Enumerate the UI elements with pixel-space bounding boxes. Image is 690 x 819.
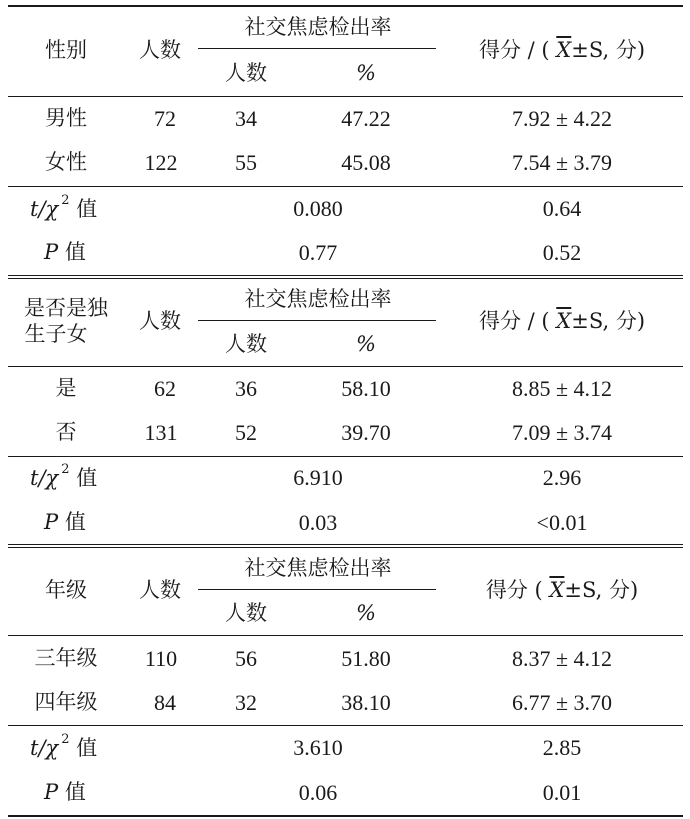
group-label-line2: 生子女 bbox=[24, 322, 88, 346]
score-header bbox=[479, 40, 645, 61]
t-stat-suffix: 值 bbox=[76, 197, 98, 221]
t-stat-symbol: t/χ bbox=[30, 197, 59, 221]
mean-symbol: $\overline{X}$ bbox=[556, 309, 572, 333]
score-header-right: ±S, 分) bbox=[571, 38, 646, 62]
t-stat-label bbox=[30, 462, 98, 490]
p-symbol: P bbox=[44, 510, 59, 534]
t-stat-sup: 2 bbox=[61, 193, 70, 208]
data-bottom-rule bbox=[8, 456, 683, 457]
row-n: 110 bbox=[144, 646, 178, 671]
score-header-right: ±S, 分) bbox=[564, 578, 639, 602]
score-header-right: ±S, 分) bbox=[571, 309, 646, 333]
row-count: 56 bbox=[235, 646, 257, 671]
row-pct: 39.70 bbox=[341, 420, 391, 445]
section-divider-rule bbox=[8, 278, 683, 279]
t-value: 3.610 bbox=[293, 735, 343, 760]
row-score: 8.85 ± 4.12 bbox=[511, 376, 613, 401]
section-divider-rule bbox=[8, 275, 683, 276]
p-value: 0.77 bbox=[298, 240, 338, 265]
row-score: 7.92 ± 4.22 bbox=[511, 106, 613, 131]
t-value: 6.910 bbox=[293, 465, 343, 490]
row-count: 55 bbox=[235, 150, 257, 175]
group-label: 性别 bbox=[45, 38, 87, 62]
rate-header: 社交焦虑检出率 bbox=[244, 556, 392, 580]
t-stat-sup: 2 bbox=[61, 462, 70, 477]
row-n: 84 bbox=[154, 690, 176, 715]
count-header: 人数 bbox=[139, 578, 181, 602]
t-score: 2.96 bbox=[542, 465, 582, 490]
t-stat-suffix: 值 bbox=[76, 736, 98, 760]
data-bottom-rule bbox=[8, 186, 683, 187]
section-divider-rule bbox=[8, 544, 683, 545]
row-count: 32 bbox=[235, 690, 257, 715]
count-header: 人数 bbox=[139, 309, 181, 333]
p-suffix: 值 bbox=[64, 780, 86, 804]
rate-subheader-rule bbox=[198, 589, 436, 590]
table-top-rule bbox=[8, 5, 683, 7]
sub-pct-header: % bbox=[356, 601, 376, 625]
p-label bbox=[44, 512, 86, 533]
row-score: 6.77 ± 3.70 bbox=[511, 690, 613, 715]
row-score: 7.54 ± 3.79 bbox=[511, 150, 613, 175]
p-value: 0.06 bbox=[298, 780, 338, 805]
rate-subheader-rule bbox=[198, 320, 436, 321]
header-bottom-rule bbox=[8, 96, 683, 97]
row-n: 62 bbox=[154, 376, 176, 401]
p-label bbox=[44, 242, 86, 263]
p-suffix: 值 bbox=[64, 240, 86, 264]
row-pct: 38.10 bbox=[341, 690, 391, 715]
rate-header: 社交焦虑检出率 bbox=[244, 287, 392, 311]
row-score: 8.37 ± 4.12 bbox=[511, 646, 613, 671]
p-score: <0.01 bbox=[536, 510, 588, 535]
row-count: 52 bbox=[235, 420, 257, 445]
t-stat-sup: 2 bbox=[61, 732, 70, 747]
t-score: 0.64 bbox=[542, 196, 582, 221]
t-stat-suffix: 值 bbox=[76, 466, 98, 490]
score-header-left: 得分 / ( bbox=[478, 309, 550, 333]
row-label: 是 bbox=[55, 376, 77, 400]
p-suffix: 值 bbox=[64, 510, 86, 534]
row-label: 三年级 bbox=[34, 646, 98, 670]
score-header bbox=[479, 311, 645, 332]
t-stat-symbol: t/χ bbox=[30, 736, 59, 760]
t-stat-label bbox=[30, 193, 98, 221]
rate-header: 社交焦虑检出率 bbox=[244, 15, 392, 39]
row-n: 122 bbox=[144, 150, 178, 175]
row-pct: 51.80 bbox=[341, 646, 391, 671]
header-bottom-rule bbox=[8, 635, 683, 636]
header-bottom-rule bbox=[8, 366, 683, 367]
score-header-left: 得分 ( bbox=[485, 578, 543, 602]
data-bottom-rule bbox=[8, 725, 683, 726]
row-label: 四年级 bbox=[34, 690, 98, 714]
mean-symbol: $\overline{X}$ bbox=[549, 578, 565, 602]
p-score: 0.01 bbox=[542, 780, 582, 805]
sub-pct-header: % bbox=[356, 61, 376, 85]
sub-count-header: 人数 bbox=[225, 332, 267, 356]
p-symbol: P bbox=[44, 240, 59, 264]
row-count: 36 bbox=[235, 376, 257, 401]
p-value: 0.03 bbox=[298, 510, 338, 535]
t-score: 2.85 bbox=[542, 735, 582, 760]
sub-pct-header: % bbox=[356, 332, 376, 356]
p-score: 0.52 bbox=[542, 240, 582, 265]
row-label: 男性 bbox=[45, 106, 87, 130]
count-header: 人数 bbox=[139, 38, 181, 62]
table-bottom-rule bbox=[8, 815, 683, 817]
row-score: 7.09 ± 3.74 bbox=[511, 420, 613, 445]
p-symbol: P bbox=[44, 780, 59, 804]
row-label: 否 bbox=[55, 420, 77, 444]
row-label: 女性 bbox=[45, 150, 87, 174]
t-stat-label bbox=[30, 732, 98, 760]
row-n: 131 bbox=[144, 420, 178, 445]
group-label-line1: 是否是独 bbox=[24, 296, 108, 320]
row-pct: 47.22 bbox=[341, 106, 391, 131]
group-label: 年级 bbox=[45, 578, 87, 602]
sub-count-header: 人数 bbox=[225, 601, 267, 625]
score-header bbox=[486, 580, 638, 601]
p-label bbox=[44, 782, 86, 803]
section-divider-rule bbox=[8, 547, 683, 548]
t-stat-symbol: t/χ bbox=[30, 466, 59, 490]
t-value: 0.080 bbox=[293, 196, 343, 221]
row-n: 72 bbox=[154, 106, 176, 131]
mean-symbol: $\overline{X}$ bbox=[556, 38, 572, 62]
rate-subheader-rule bbox=[198, 48, 436, 49]
row-pct: 58.10 bbox=[341, 376, 391, 401]
sub-count-header: 人数 bbox=[225, 61, 267, 85]
row-pct: 45.08 bbox=[341, 150, 391, 175]
score-header-left: 得分 / ( bbox=[478, 38, 550, 62]
row-count: 34 bbox=[235, 106, 257, 131]
